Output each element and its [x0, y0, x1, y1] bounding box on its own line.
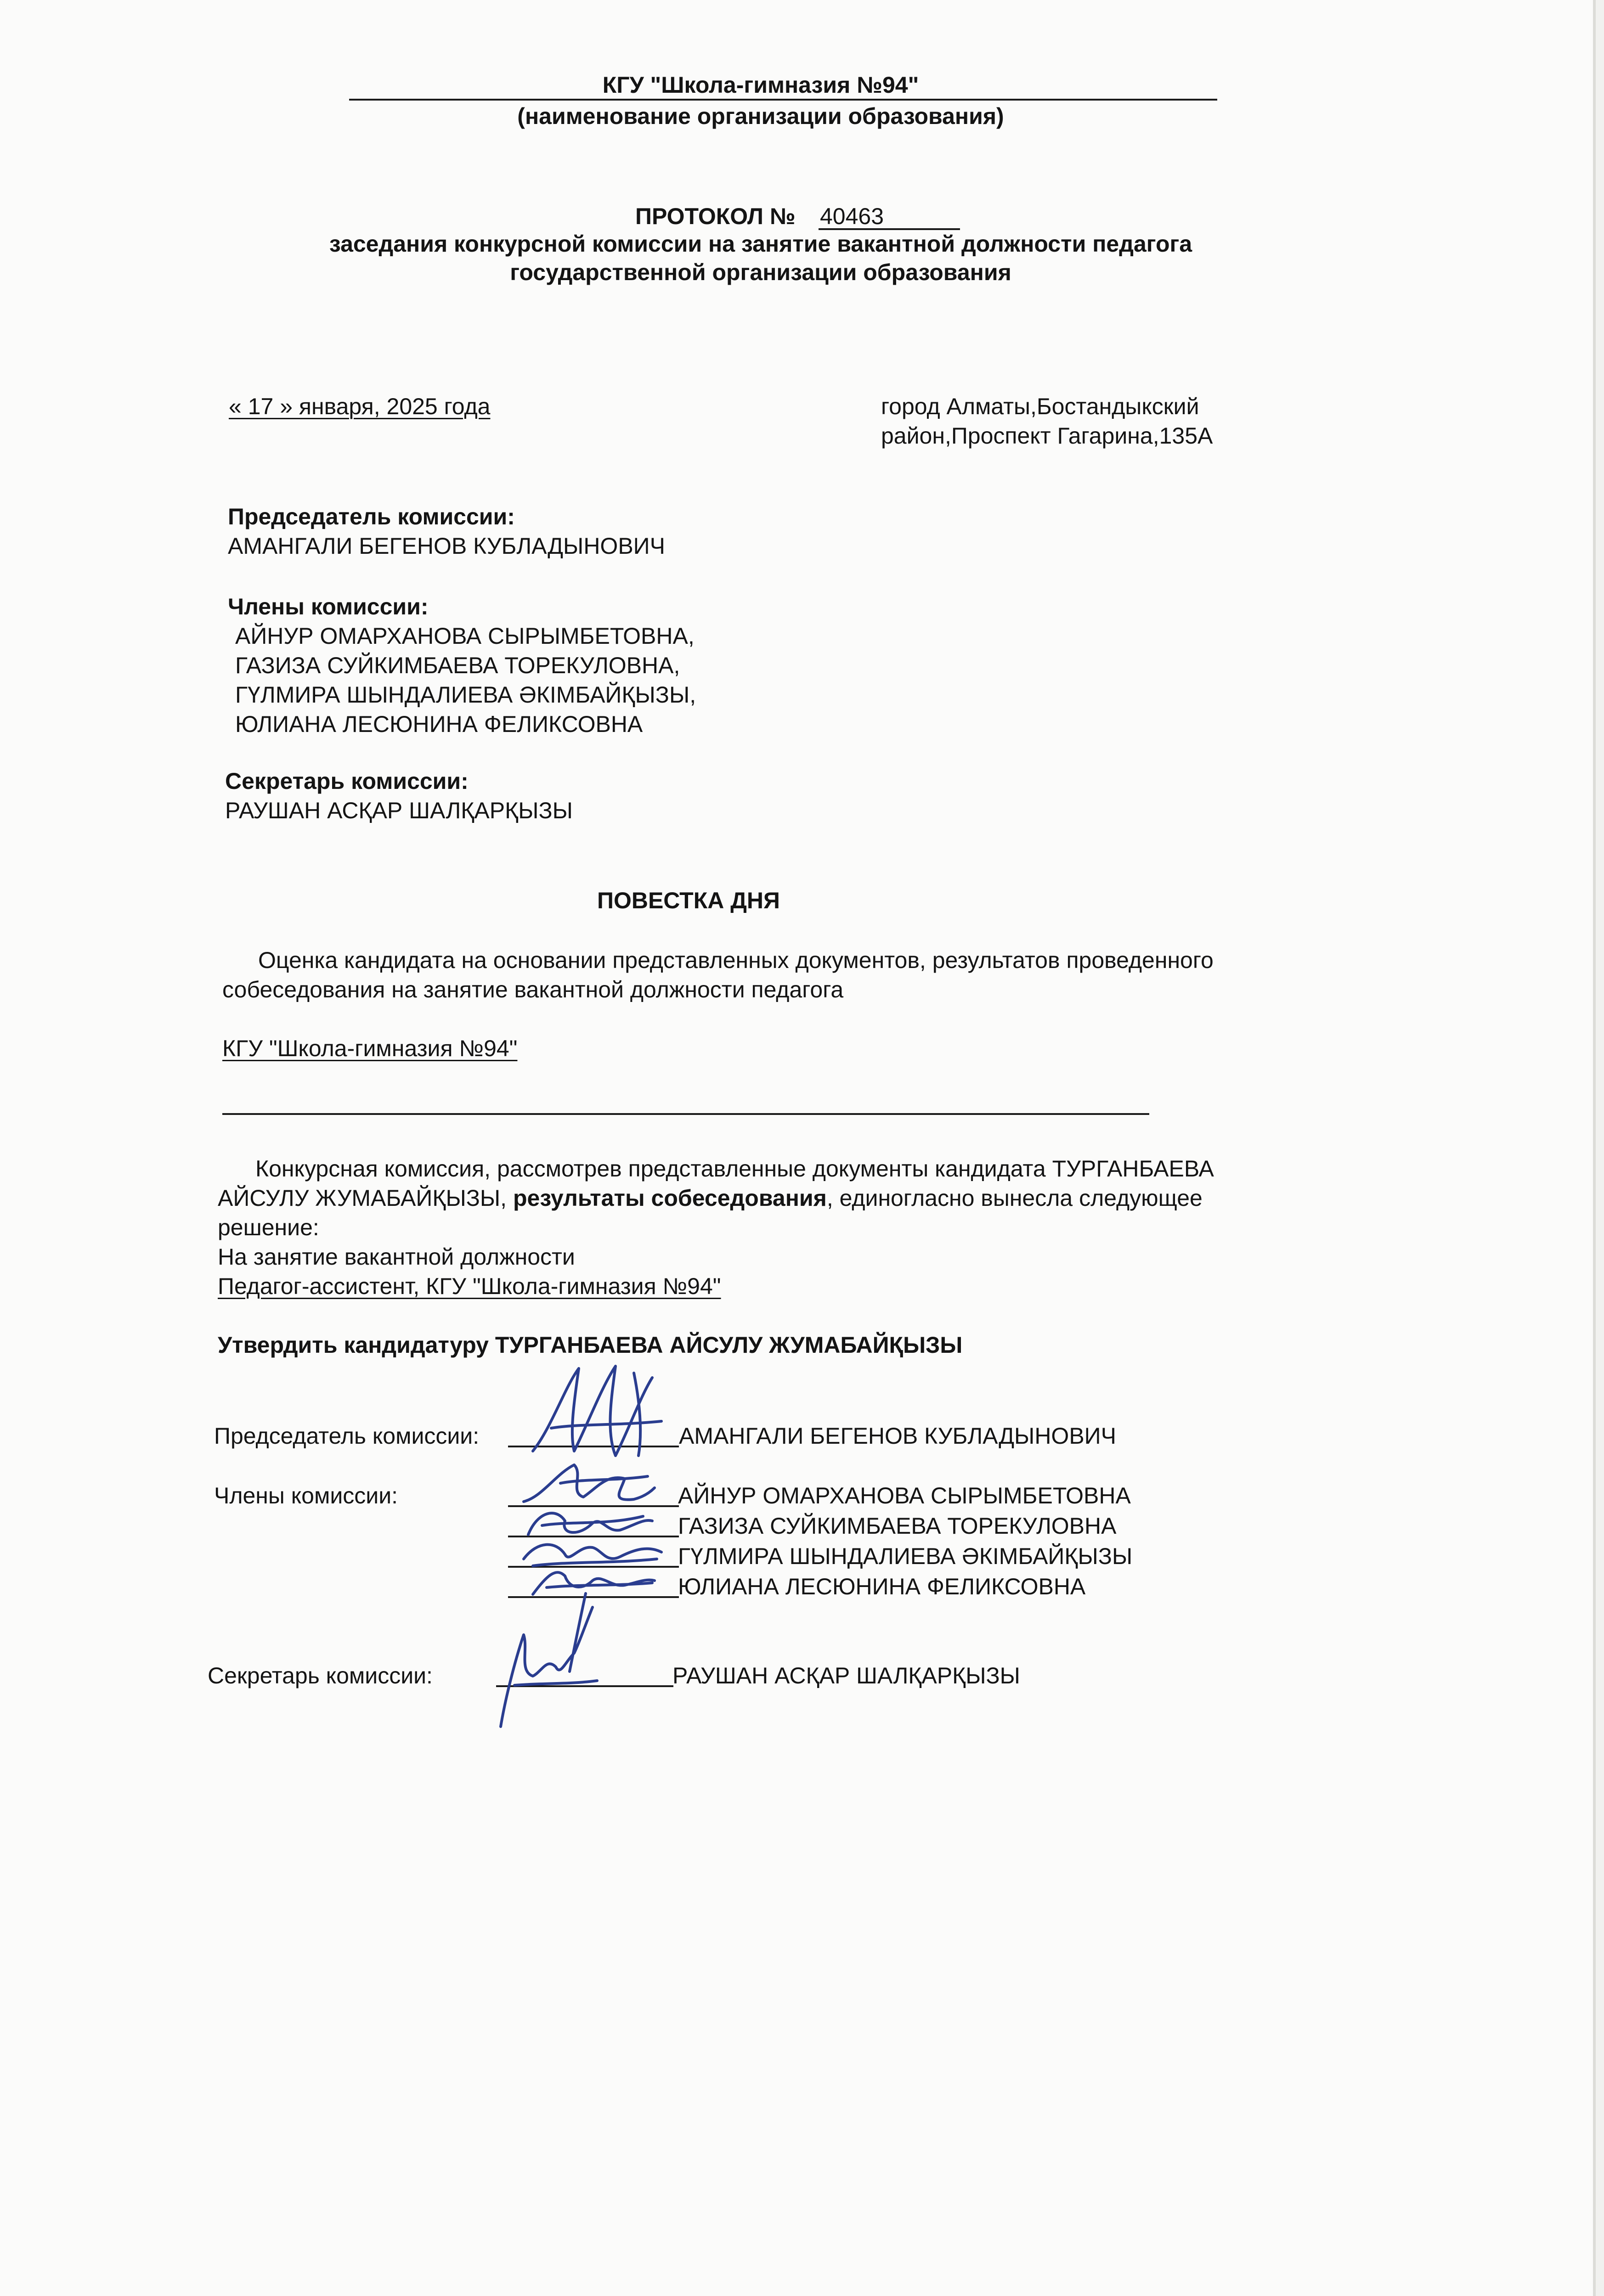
decision-text-line2: АЙСУЛУ ЖУМАБАЙҚЫЗЫ, результаты собеседования, единогласно вынесла следующее	[218, 1185, 1203, 1211]
protocol-number: 40463	[820, 203, 884, 229]
sign-chair-label: Председатель комиссии:	[214, 1423, 480, 1449]
secretary-label: Секретарь комиссии:	[225, 768, 469, 794]
agenda-heading: ПОВЕСТКА ДНЯ	[597, 888, 780, 913]
decision-text-line1: Конкурсная комиссия, рассмотрев представленные документы кандидата ТУРГАНБАЕВА	[255, 1156, 1214, 1182]
member-name: ГҮЛМИРА ШЫНДАЛИЕВА ӘКІМБАЙҚЫЗЫ,	[235, 682, 696, 708]
agenda-blank-line	[222, 1113, 1149, 1115]
decision-approve: Утвердить кандидатуру ТУРГАНБАЕВА АЙСУЛУ ЖУМАБАЙҚЫЗЫ	[218, 1332, 963, 1358]
member-name: ЮЛИАНА ЛЕСЮНИНА ФЕЛИКСОВНА	[235, 711, 643, 737]
sign-members-label: Члены комиссии:	[214, 1483, 398, 1508]
sign-member-name: АЙНУР ОМАРХАНОВА СЫРЫМБЕТОВНА	[678, 1483, 1131, 1508]
agenda-organization: КГУ "Школа-гимназия №94"	[222, 1035, 518, 1061]
members-label: Члены комиссии:	[228, 594, 429, 619]
location-line2: район,Проспект Гагарина,135А	[881, 423, 1213, 449]
decision-position: Педагог-ассистент, КГУ "Школа-гимназия №94"	[218, 1273, 721, 1299]
agenda-text-line1: Оценка кандидата на основании представленных документов, результатов проведенного	[258, 947, 1214, 973]
protocol-date: « 17 » января, 2025 года	[229, 394, 491, 419]
sign-member-name: ЮЛИАНА ЛЕСЮНИНА ФЕЛИКСОВНА	[678, 1574, 1086, 1599]
organization-name: КГУ "Школа-гимназия №94"	[602, 72, 919, 98]
protocol-subtitle-line2: государственной организации образования	[510, 259, 1011, 285]
secretary-name: РАУШАН АСҚАР ШАЛҚАРҚЫЗЫ	[225, 798, 573, 823]
decision-text-line3: решение:	[218, 1215, 319, 1240]
agenda-text-line2: собеседования на занятие вакантной должности педагога	[222, 977, 844, 1002]
member-name: АЙНУР ОМАРХАНОВА СЫРЫМБЕТОВНА,	[235, 623, 695, 649]
sign-member-name: ГҮЛМИРА ШЫНДАЛИЕВА ӘКІМБАЙҚЫЗЫ	[678, 1543, 1133, 1569]
sign-secretary-label: Секретарь комиссии:	[208, 1663, 433, 1688]
sign-member-name: ГАЗИЗА СУЙКИМБАЕВА ТОРЕКУЛОВНА	[678, 1513, 1117, 1539]
sign-secretary-name: РАУШАН АСҚАР ШАЛҚАРҚЫЗЫ	[672, 1663, 1020, 1688]
member-name: ГАЗИЗА СУЙКИМБАЕВА ТОРЕКУЛОВНА,	[235, 653, 680, 678]
decision-text-line4: На занятие вакантной должности	[218, 1244, 575, 1270]
organization-caption: (наименование организации образования)	[517, 103, 1004, 129]
secretary-signature-icon	[487, 1580, 606, 1731]
sign-chair-name: АМАНГАЛИ БЕГЕНОВ КУБЛАДЫНОВИЧ	[679, 1423, 1116, 1449]
protocol-label: ПРОТОКОЛ №	[635, 203, 796, 229]
chair-label: Председатель комиссии:	[228, 504, 515, 529]
location-line1: город Алматы,Бостандыкский	[881, 394, 1199, 419]
protocol-subtitle-line1: заседания конкурсной комиссии на занятие вакантной должности педагога	[329, 231, 1192, 257]
chair-name: АМАНГАЛИ БЕГЕНОВ КУБЛАДЫНОВИЧ	[228, 533, 665, 559]
